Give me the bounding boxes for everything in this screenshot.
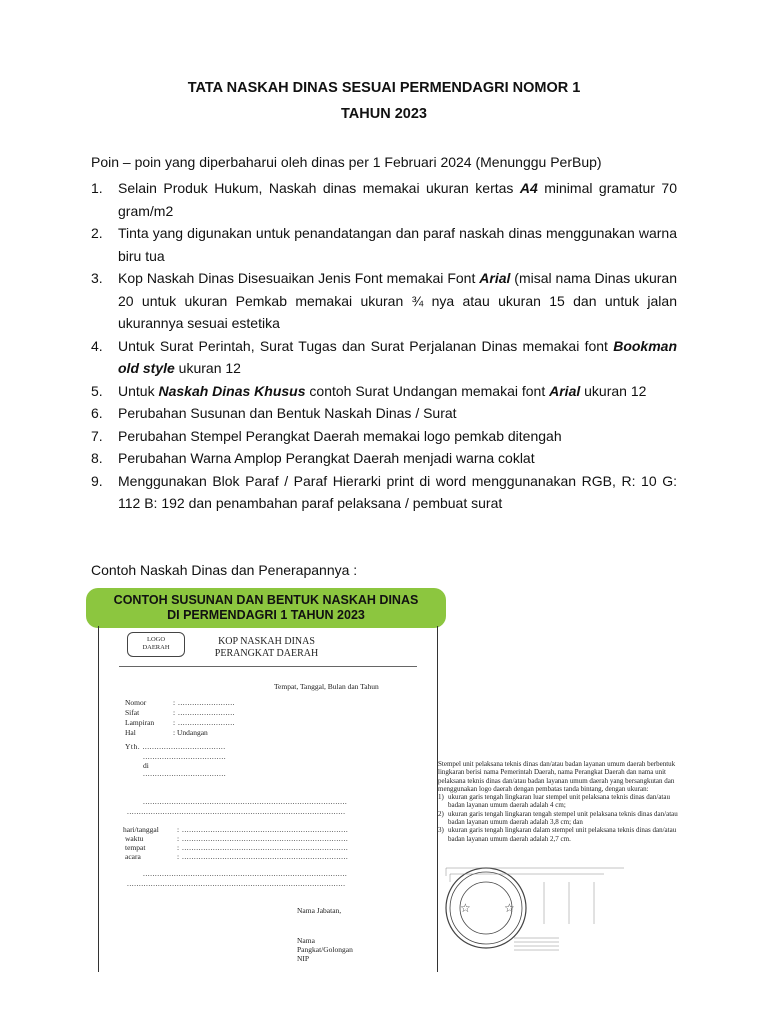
- item-number: 5.: [91, 382, 103, 399]
- label-nomor: Nomor: [125, 698, 147, 707]
- example-label: Contoh Naskah Dinas dan Penerapannya :: [91, 562, 358, 578]
- label-di: di: [143, 761, 149, 770]
- label-acara: acara: [125, 852, 141, 861]
- list-item: [91, 267, 677, 335]
- star-icon-right: ☆: [504, 901, 515, 915]
- di-line: ...................................: [143, 769, 227, 778]
- label-hari: hari/tanggal: [123, 825, 159, 834]
- logo-placeholder: LOGO DAERAH: [127, 632, 185, 657]
- item-number: 7.: [91, 427, 103, 444]
- item-text: Kop Naskah Dinas Disesuaikan Jenis Font memakai Font Arial (misal nama Dinas ukuran 20 untuk ukuran Pemkab memakai ukuran ¾ nya atau ukuran 15 dan untuk jalan ukurannya sesuai estetika: [118, 270, 677, 331]
- banner-line2: DI PERMENDAGRI 1 TAHUN 2023: [167, 608, 365, 622]
- body-line1: ......................................................................................: [143, 797, 348, 806]
- tempat-dots: : ......................................................................: [177, 843, 349, 852]
- sifat-dots: : ........................: [173, 708, 235, 717]
- item-number: 9.: [91, 472, 103, 489]
- intro-paragraph: Poin – poin yang diperbaharui oleh dinas per 1 Februari 2024 (Menunggu PerBup): [91, 154, 602, 170]
- letterhead: KOP NASKAH DINAS PERANGKAT DAERAH: [214, 636, 319, 659]
- stamp-intro: Stempel unit pelaksana teknis dinas dan/atau badan layanan umum daerah berbentuk lingkaran berisi nama Pemerintah Daerah, nama Perangkat Daerah dan nama unit pelaksana teknis dinas dan/atau badan layanan umum daerah yang bersangkutan dan menggunakan logo daerah dengan pembatas tanda bintang, dengan ukuran:: [438, 760, 676, 793]
- example-banner: [86, 588, 446, 628]
- hal-value: : Undangan: [173, 728, 208, 737]
- acara-dots: : ......................................................................: [177, 852, 349, 861]
- yth-line2: ...................................: [143, 752, 227, 761]
- nomor-dots: : ........................: [173, 698, 235, 707]
- item-text: Menggunakan Blok Paraf / Paraf Hierarki print di word menggunanakan RGB, R: 10 G: 112 B: 192 dan penambahan paraf pelaksana / pembuat surat: [118, 472, 677, 511]
- place-date: Tempat, Tanggal, Bulan dan Tahun: [274, 682, 379, 691]
- item-number: 8.: [91, 450, 103, 466]
- signature-nip: NIP: [297, 954, 310, 963]
- hari-dots: : ......................................................................: [177, 825, 349, 834]
- item-number: 3.: [91, 270, 103, 286]
- star-icon-left: ☆: [460, 901, 471, 915]
- item-text: Selain Produk Hukum, Naskah dinas memakai ukuran kertas A4 minimal gramatur 70 gram/m2: [118, 180, 677, 219]
- label-hal: Hal: [125, 728, 136, 737]
- item-number: 4.: [91, 337, 103, 354]
- waktu-dots: : ......................................................................: [177, 834, 349, 843]
- item-text: Tinta yang digunakan untuk penandatangan dan paraf naskah dinas menggunakan warna biru tua: [118, 225, 677, 264]
- sample-letter: [98, 626, 438, 972]
- label-lampiran: Lampiran: [125, 718, 155, 727]
- list-item: [91, 222, 677, 267]
- item-text: Perubahan Susunan dan Bentuk Naskah Dinas / Surat: [118, 405, 457, 421]
- item-text: Untuk Naskah Dinas Khusus contoh Surat Undangan memakai font Arial ukuran 12: [118, 382, 647, 399]
- item-number: 6.: [91, 405, 103, 421]
- page-title-line2: TAHUN 2023: [341, 106, 427, 122]
- letterhead-divider: [119, 666, 417, 667]
- signature-pangkat: Pangkat/Golongan: [297, 945, 353, 954]
- list-item: [91, 447, 677, 470]
- list-item: [91, 335, 677, 380]
- stamp-point: 1) ukuran garis tengah lingkaran luar stempel unit pelaksana teknis dinas dan/atau badan layanan umum daerah adalah 4 cm;: [438, 793, 670, 810]
- list-item: [91, 425, 677, 448]
- yth-line: Yth. ...................................: [125, 742, 226, 751]
- update-points-list: [91, 177, 677, 515]
- page-title-line1: TATA NASKAH DINAS SESUAI PERMENDAGRI NOMOR 1: [187, 80, 581, 96]
- label-sifat: Sifat: [125, 708, 140, 717]
- signature-jabatan: Nama Jabatan,: [297, 906, 342, 915]
- body-line2: ............................................................................................: [127, 807, 346, 816]
- banner-line1: CONTOH SUSUNAN DAN BENTUK NASKAH DINAS: [113, 593, 419, 607]
- stamp-point: 3) ukuran garis tengah lingkaran dalam stempel unit pelaksana teknis dinas dan/atau badan layanan umum daerah adalah 2,7 cm.: [438, 826, 677, 843]
- list-item: [91, 177, 677, 222]
- label-tempat: tempat: [125, 843, 146, 852]
- stamp-point: 2) ukuran garis tengah lingkaran tengah stempel unit pelaksana teknis dinas dan/atau badan layanan umum daerah adalah 3,8 cm; dan: [438, 809, 678, 827]
- item-text: Perubahan Warna Amplop Perangkat Daerah menjadi warna coklat: [118, 450, 535, 466]
- signature-nama: Nama: [297, 936, 315, 945]
- item-number: 1.: [91, 180, 103, 196]
- item-number: 2.: [91, 225, 103, 241]
- list-item: [91, 402, 677, 425]
- list-item: [91, 380, 677, 403]
- item-text: Perubahan Stempel Perangkat Daerah memakai logo pemkab ditengah: [118, 427, 562, 444]
- label-waktu: waktu: [125, 834, 144, 843]
- closing-line2: ............................................................................................: [127, 879, 346, 888]
- list-item: [91, 470, 677, 515]
- stamp-specification: [438, 760, 680, 843]
- item-text: Untuk Surat Perintah, Surat Tugas dan Surat Perjalanan Dinas memakai font Bookman old style ukuran 12: [118, 337, 677, 376]
- lampiran-dots: : ........................: [173, 718, 235, 727]
- stamp-diagram: [434, 862, 684, 952]
- closing-line1: ......................................................................................: [143, 869, 348, 878]
- dimension-lines: [446, 868, 624, 950]
